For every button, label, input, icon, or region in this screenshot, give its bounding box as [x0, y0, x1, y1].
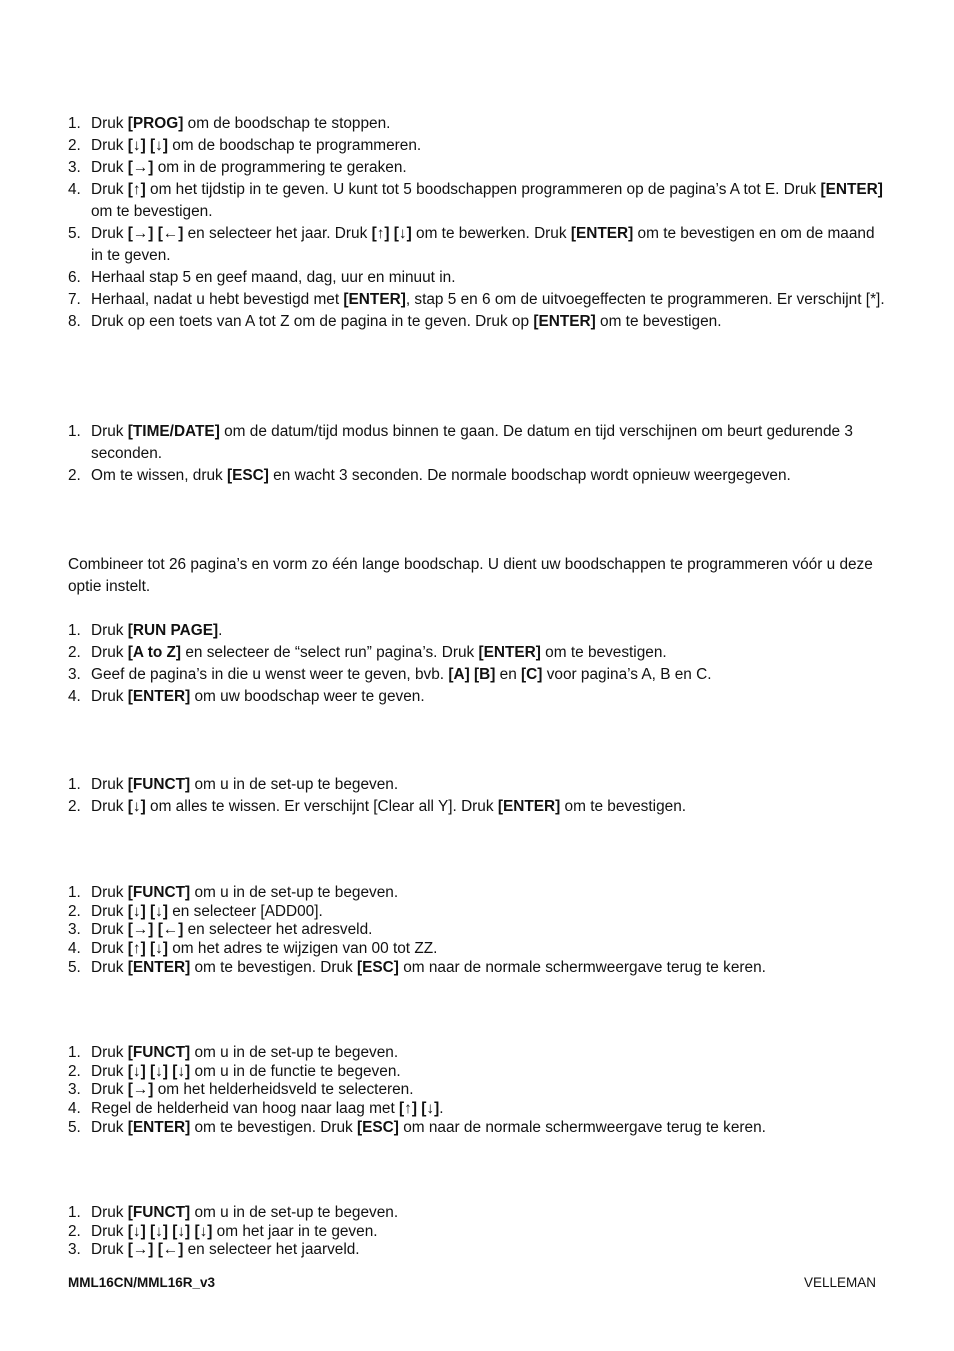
key-label: [ENTER]	[820, 181, 883, 198]
list-item	[68, 1044, 888, 1063]
step-text: om te bevestigen. Druk	[190, 958, 358, 976]
step-number: 1.	[68, 884, 81, 901]
step-text: en selecteer het adresveld.	[183, 921, 373, 939]
section-brightness	[68, 1044, 888, 1138]
list-item	[68, 223, 888, 267]
step-number: 3.	[68, 159, 81, 176]
key-label: [ENTER]	[343, 291, 406, 308]
key-label: [ESC]	[227, 467, 269, 484]
step-text: om u in de set-up te begeven.	[190, 1044, 399, 1061]
step-text: om uw boodschap weer te geven.	[190, 688, 425, 705]
step-number: 3.	[68, 666, 81, 683]
step-list	[68, 884, 888, 978]
step-text: om de datum/tijd modus binnen te gaan. De datum en tijd verschijnen om beurt gedurende 3 seconden.	[91, 423, 853, 462]
step-text: .	[218, 622, 223, 639]
step-list	[68, 1204, 888, 1260]
step-text: Druk	[91, 776, 128, 793]
key-label: [ENTER]	[127, 958, 191, 976]
step-number: 1.	[68, 1204, 81, 1221]
list-item	[68, 642, 888, 664]
step-text: Druk	[91, 1222, 128, 1240]
key-label: [→] [←]	[127, 921, 184, 939]
step-text: om te bevestigen.	[595, 313, 722, 330]
key-label: [ENTER]	[497, 798, 561, 815]
step-text: om de boodschap te stoppen.	[183, 115, 391, 132]
footer-brand: VELLEMAN	[803, 1275, 876, 1290]
step-text: Herhaal, nadat u hebt bevestigd met	[91, 291, 344, 308]
step-text: om te bevestigen. Druk	[190, 1118, 358, 1136]
section-runpage	[68, 554, 888, 708]
step-list	[68, 421, 888, 487]
list-item	[68, 1204, 888, 1223]
step-list	[68, 1044, 888, 1138]
step-text: om u in de functie te begeven.	[190, 1062, 401, 1080]
step-number: 4.	[68, 181, 81, 198]
key-label: [FUNCT]	[127, 884, 191, 901]
key-label: [TIME/DATE]	[127, 423, 220, 440]
step-number: 2.	[68, 137, 81, 154]
step-text: Druk	[91, 1081, 128, 1099]
key-label: [→] [←]	[127, 225, 184, 242]
step-text: Geef de pagina’s in die u wenst weer te geven, bvb.	[91, 666, 449, 683]
step-text: Druk op een toets van A tot Z om de pagina in te geven. Druk op	[91, 313, 534, 330]
step-number: 2.	[68, 644, 81, 661]
step-number: 1.	[68, 1044, 81, 1061]
list-item	[68, 959, 888, 978]
list-item	[68, 311, 888, 333]
step-text: Druk	[91, 940, 128, 958]
key-label: [ENTER]	[570, 225, 634, 242]
section-timedate	[68, 421, 888, 487]
step-text: om u in de set-up te begeven.	[190, 884, 399, 901]
key-label: [↑] [↓]	[399, 1100, 440, 1118]
step-number: 2.	[68, 798, 81, 815]
step-text: Druk	[91, 137, 128, 154]
list-item	[68, 1119, 888, 1138]
key-label: [→]	[127, 1081, 154, 1099]
step-text: om in de programmering te geraken.	[153, 159, 407, 176]
list-item	[68, 940, 888, 959]
step-text: Druk	[91, 1241, 128, 1259]
list-item	[68, 1100, 888, 1119]
step-text: Druk	[91, 423, 128, 440]
list-item	[68, 1081, 888, 1100]
step-text: en selecteer de “select run” pagina’s. Druk	[181, 644, 479, 661]
key-label: [→]	[127, 159, 154, 176]
step-text: Druk	[91, 884, 128, 901]
list-item	[68, 686, 888, 708]
step-text: en selecteer het jaar. Druk	[183, 225, 372, 242]
step-text: Druk	[91, 958, 128, 976]
list-item	[68, 289, 888, 311]
footer-model: MML16CN/MML16R_v3	[68, 1275, 216, 1290]
step-number: 5.	[68, 1118, 81, 1136]
step-text: en	[495, 666, 522, 683]
step-text: en selecteer [ADD00].	[167, 902, 323, 920]
section-program	[68, 113, 888, 333]
step-text: Druk	[91, 688, 128, 705]
section-intro: Combineer tot 26 pagina’s en vorm zo één lange boodschap. U dient uw boodschappen te programmeren vóór u deze optie instelt.	[68, 556, 873, 595]
step-number: 2.	[68, 467, 81, 484]
key-label: [ENTER]	[533, 313, 596, 330]
step-number: 2.	[68, 1222, 81, 1240]
step-text: om te bevestigen.	[91, 203, 213, 220]
step-text: om alles te wissen. Er verschijnt [Clear all Y]. Druk	[145, 798, 498, 815]
key-label: [→] [←]	[127, 1241, 184, 1259]
key-label: [A] [B]	[448, 666, 496, 683]
step-text: om naar de normale schermweergave terug te keren.	[398, 1118, 766, 1136]
list-item	[68, 135, 888, 157]
section-clearall	[68, 774, 888, 818]
step-text: Druk	[91, 225, 128, 242]
step-text: Druk	[91, 159, 128, 176]
list-item	[68, 921, 888, 940]
key-label: [FUNCT]	[127, 776, 191, 793]
step-text: om het tijdstip in te geven. U kunt tot 5 boodschappen programmeren op de pagina’s A tot E. Druk	[145, 181, 821, 198]
step-text: en wacht 3 seconden. De normale boodschap wordt opnieuw weergegeven.	[268, 467, 791, 484]
step-number: 3.	[68, 921, 81, 939]
key-label: [ESC]	[357, 1118, 399, 1136]
step-list	[68, 774, 888, 818]
step-text: om u in de set-up te begeven.	[190, 776, 399, 793]
step-text: Om te wissen, druk	[91, 467, 227, 484]
key-label: [↓] [↓]	[127, 902, 168, 920]
step-number: 4.	[68, 940, 81, 958]
list-item	[68, 796, 888, 818]
step-number: 4.	[68, 688, 81, 705]
list-item	[68, 774, 888, 796]
list-item	[68, 421, 888, 465]
list-item	[68, 884, 888, 903]
step-text: om het helderheidsveld te selecteren.	[153, 1081, 414, 1099]
step-text: Herhaal stap 5 en geef maand, dag, uur en minuut in.	[91, 269, 456, 286]
step-number: 1.	[68, 622, 81, 639]
step-number: 4.	[68, 1100, 81, 1118]
step-text: voor pagina’s A, B en C.	[542, 666, 712, 683]
step-text: Druk	[91, 1044, 128, 1061]
step-number: 5.	[68, 225, 81, 242]
list-item	[68, 620, 888, 642]
key-label: [PROG]	[127, 115, 184, 132]
step-text: Druk	[91, 115, 128, 132]
list-item	[68, 664, 888, 686]
step-text: Druk	[91, 1062, 128, 1080]
step-number: 1.	[68, 776, 81, 793]
step-text: Druk	[91, 902, 128, 920]
step-number: 2.	[68, 1062, 81, 1080]
key-label: [FUNCT]	[127, 1044, 191, 1061]
key-label: [↓] [↓] [↓] [↓]	[127, 1222, 213, 1240]
step-text: Druk	[91, 1118, 128, 1136]
step-number: 1.	[68, 423, 81, 440]
key-label: [ENTER]	[127, 1118, 191, 1136]
step-text: Druk	[91, 644, 128, 661]
step-number: 8.	[68, 313, 81, 330]
key-label: [A to Z]	[127, 644, 182, 661]
section-year	[68, 1204, 888, 1260]
step-text: om te bewerken. Druk	[411, 225, 571, 242]
step-number: 7.	[68, 291, 81, 308]
key-label: [ENTER]	[478, 644, 541, 661]
step-text: Druk	[91, 921, 128, 939]
list-item	[68, 267, 888, 289]
step-text: om het adres te wijzigen van 00 tot ZZ.	[167, 940, 438, 958]
list-item	[68, 1241, 888, 1260]
step-number: 2.	[68, 902, 81, 920]
key-label: [↓] [↓] [↓]	[127, 1062, 191, 1080]
step-text: om het jaar in te geven.	[212, 1222, 378, 1240]
step-text: Druk	[91, 798, 128, 815]
step-text: om naar de normale schermweergave terug te keren.	[398, 958, 766, 976]
key-label: [ENTER]	[127, 688, 191, 705]
key-label: [RUN PAGE]	[127, 622, 219, 639]
step-text: Druk	[91, 181, 128, 198]
step-number: 5.	[68, 958, 81, 976]
step-text: en selecteer het jaarveld.	[183, 1241, 360, 1259]
key-label: [↑]	[127, 181, 146, 198]
key-label: [↑] [↓]	[371, 225, 412, 242]
key-label: [↑] [↓]	[127, 940, 168, 958]
key-label: [C]	[521, 666, 543, 683]
list-item	[68, 1223, 888, 1242]
key-label: [↓]	[127, 798, 146, 815]
key-label: [FUNCT]	[127, 1204, 191, 1221]
step-text: .	[439, 1100, 444, 1118]
step-number: 3.	[68, 1241, 81, 1259]
step-text: om te bevestigen.	[540, 644, 667, 661]
step-text: om te bevestigen.	[560, 798, 687, 815]
section-address	[68, 884, 888, 978]
step-text: Druk	[91, 622, 128, 639]
list-item	[68, 1063, 888, 1082]
list-item	[68, 157, 888, 179]
step-text: om te bevestigen en om de maand in te geven.	[91, 225, 875, 264]
key-label: [ESC]	[357, 958, 399, 976]
step-list	[68, 113, 888, 333]
list-item	[68, 113, 888, 135]
step-text: Druk	[91, 1204, 128, 1221]
list-item	[68, 903, 888, 922]
step-text: , stap 5 en 6 om de uitvoegeffecten te programmeren. Er verschijnt [*].	[405, 291, 885, 308]
list-item	[68, 179, 888, 223]
key-label: [↓] [↓]	[127, 137, 168, 154]
step-number: 1.	[68, 115, 81, 132]
step-list	[68, 620, 888, 708]
list-item	[68, 465, 888, 487]
step-text: om u in de set-up te begeven.	[190, 1204, 399, 1221]
step-text: Regel de helderheid van hoog naar laag met	[91, 1100, 400, 1118]
step-number: 6.	[68, 269, 81, 286]
step-text: om de boodschap te programmeren.	[167, 137, 422, 154]
step-number: 3.	[68, 1081, 81, 1099]
